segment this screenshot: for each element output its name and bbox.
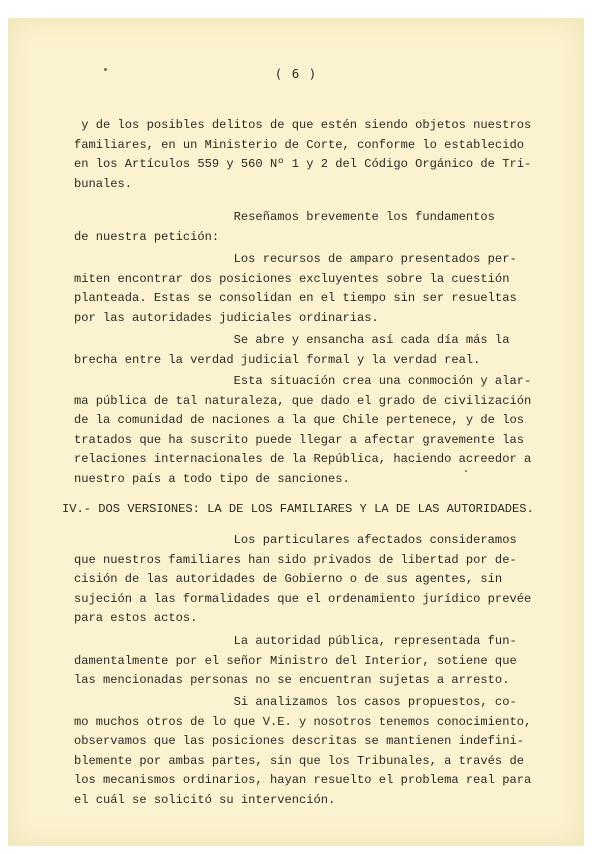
section-heading: IV.- DOS VERSIONES: LA DE LOS FAMILIARES Y LA DE LAS AUTORIDADES. bbox=[62, 502, 534, 516]
paragraph-autoridad: La autoridad pública, representada fun- damentalmente por el señor Ministro del Interior, sotiene que las mencionadas personas no se encuentran sujetas a arresto. bbox=[74, 634, 517, 687]
paragraph-recursos: Los recursos de amparo presentados per- miten encontrar dos posiciones excluyentes sobre la cuestión planteada. Estas se consolidan en el tiempo sin ser resueltas por las autoridades judiciales ordinarias. bbox=[74, 252, 517, 325]
paragraph-particulares: Los particulares afectados consideramos que nuestros familiares han sido privados de libertad por de- cisión de las autoridades de Gobierno o de sus agentes, sin sujeción a las formalidades que el ordenamiento jurídico prevée para estos actos. bbox=[74, 533, 532, 625]
paragraph-situacion: Esta situación crea una conmoción y alar- ma pública de tal naturaleza, que dado el grado de civilización de la comunidad de naciones a la que Chile pertenece, y de los tratados que ha suscrito puede llegar a afectar gravemente las relaciones internacionales de la República, haciendo acreedor a nuestro país a todo tipo de sanciones. bbox=[74, 374, 532, 486]
page-number: ( 6 ) bbox=[274, 66, 318, 81]
paragraph-analisis: Si analizamos los casos propuestos, co- mo muchos otros de lo que V.E. y nosotros tenemos conocimiento, observamos que las posiciones descritas se mantienen indefini- blemente por ambas partes, sin que los Tribunales, a través de los mecanismos ordinarios, hayan resuelto el problema real para el cuál se solicitó su intervención. bbox=[74, 695, 532, 807]
paragraph-brecha: Se abre y ensancha así cada día más la brecha entre la verdad judicial formal y la verdad real. bbox=[74, 333, 510, 367]
paragraph-fundamentos: Reseñamos brevemente los fundamentos de nuestra petición: bbox=[74, 210, 495, 244]
paragraph-intro: y de los posibles delitos de que estén siendo objetos nuestros familiares, en un Ministerio de Corte, conforme lo establecido en los Artículos 559 y 560 Nº 1 y 2 del Código Orgánico de Tri- bunales. bbox=[74, 118, 532, 191]
document-page bbox=[8, 18, 584, 846]
